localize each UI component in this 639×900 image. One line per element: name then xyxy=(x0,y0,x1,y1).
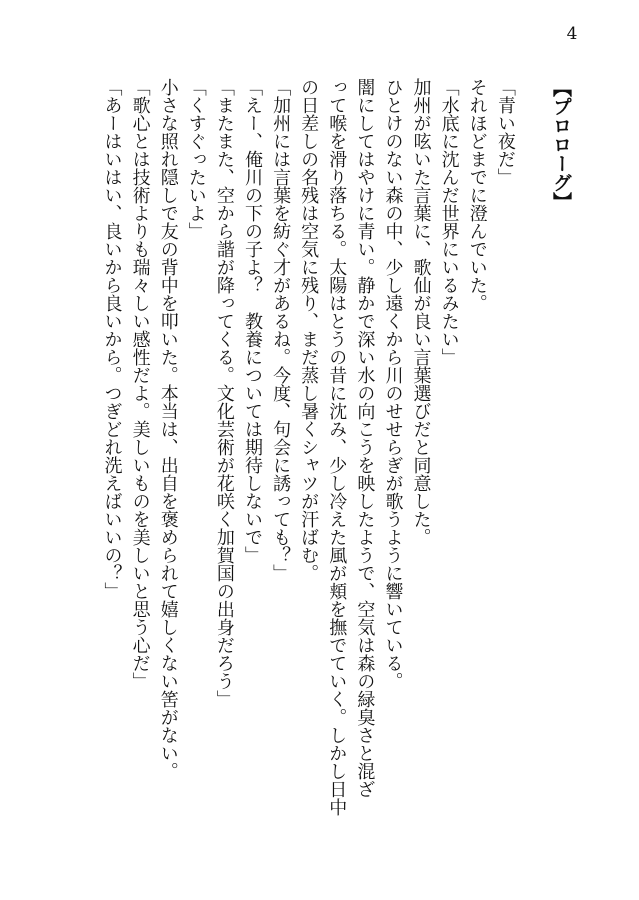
text-line: それほどまでに澄んでいた。 xyxy=(466,78,488,312)
text-line: って喉を滑り落ちる。太陽はとうの昔に沈み、少し冷えた風が頬を撫でていく。しかし日中 xyxy=(326,78,348,816)
text-line: 加州が呟いた言葉に、歌仙が良い言葉選びだと同意した。 xyxy=(410,78,432,546)
text-line: の日差しの名残は空気に残り、まだ蒸し暑くシャツが汗ばむ。 xyxy=(298,78,320,582)
text-line: 闇にしてはやけに青い。静かで深い水の向こうを映したようで、空気は森の緑臭さと混ざ xyxy=(354,78,376,798)
text-line: 「あーはいはい、良いから良いから。つぎどれ洗えばいいの？」 xyxy=(101,78,123,600)
page-number: 4 xyxy=(566,24,578,44)
vertical-text-body xyxy=(55,78,575,878)
text-line: 「加州には言葉を紡ぐ才があるね。今度、句会に誘っても？」 xyxy=(270,78,292,582)
text-line: 「くすぐったいよ」 xyxy=(185,78,207,240)
text-line: 「えー、俺川の下の子よ？ 教養については期待しないで」 xyxy=(241,78,263,564)
text-line: 「またまた、空から諧が降ってくる。文化芸術が花咲く加賀国の出身だろう」 xyxy=(213,78,235,708)
chapter-heading: 【プロローグ】 xyxy=(550,78,572,211)
text-line: 「青い夜だ」 xyxy=(494,78,516,186)
text-line: 小さな照れ隠しで友の背中を叩いた。本当は、出自を褒められて嬉しくない筈がない。 xyxy=(157,78,179,780)
blank-line xyxy=(519,78,547,878)
text-line: ひとけのない森の中、少し遠くから川のせせらぎが歌うように響いている。 xyxy=(382,78,404,690)
text-line: 「歌心とは技術よりも瑞々しい感性だよ。美しいものを美しいと思う心だ」 xyxy=(129,78,151,690)
text-line: 「水底に沈んだ世界にいるみたい」 xyxy=(438,78,460,366)
